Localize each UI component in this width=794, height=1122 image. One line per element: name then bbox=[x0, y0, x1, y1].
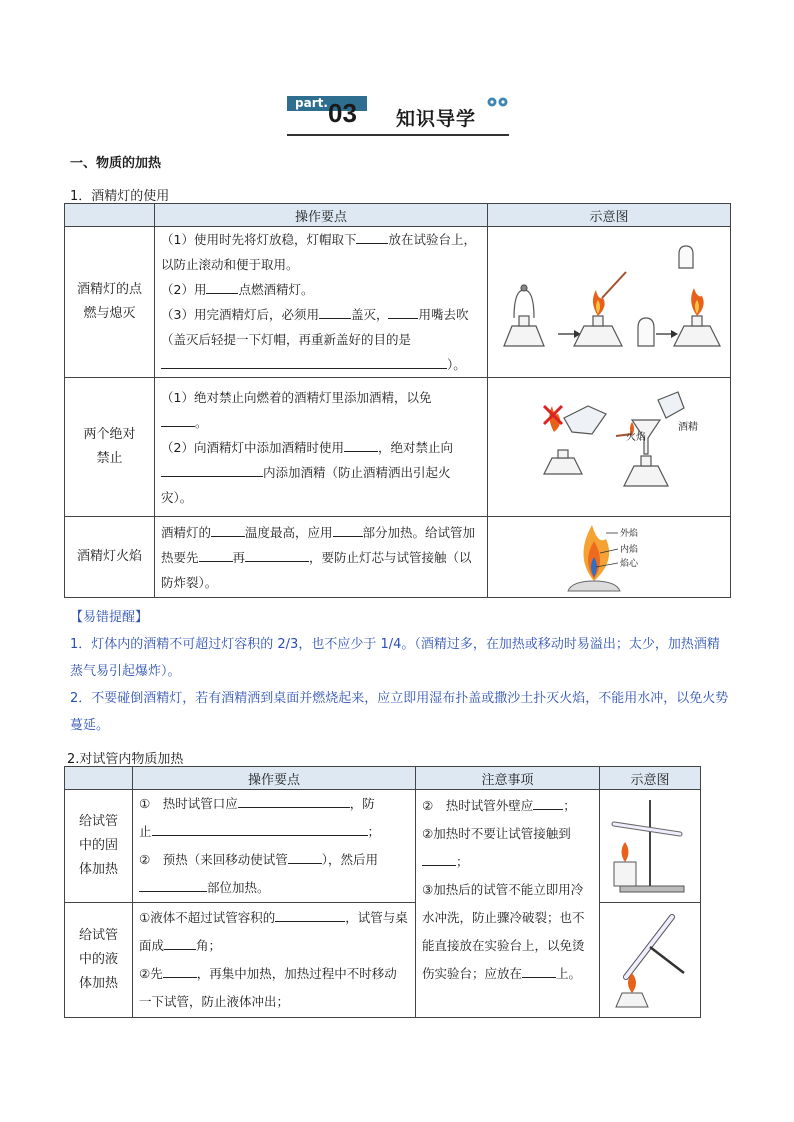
blank bbox=[533, 795, 563, 810]
text: ②先 bbox=[139, 966, 163, 981]
text: ①液体不超过试管容积的 bbox=[139, 910, 276, 925]
text: 再 bbox=[232, 549, 246, 565]
text: 温度最高，应用 bbox=[245, 524, 333, 540]
figure-solid-heating bbox=[600, 790, 701, 903]
row-label-text: 酒精灯的点燃与熄灭 bbox=[76, 282, 142, 321]
text: 。 bbox=[195, 414, 208, 430]
section-title: 一、物质的加热 bbox=[70, 156, 162, 171]
page-title: 知识导学 bbox=[396, 108, 477, 130]
text: ② 热时试管外壁应 bbox=[422, 798, 534, 813]
text: 点燃酒精灯。 bbox=[238, 282, 314, 297]
figure-light-extinguish bbox=[488, 227, 731, 378]
blank bbox=[211, 522, 245, 537]
cell-liquid-operation bbox=[133, 903, 416, 1018]
text: ； bbox=[563, 798, 576, 813]
text: 角； bbox=[196, 938, 222, 953]
text: ③加热后的试管不能立即用冷水冲洗，防止骤冷破裂；也不能直接放在实验台上，以免烫伤实验台；应放在 bbox=[422, 882, 585, 981]
row-label-prohibitions bbox=[65, 378, 155, 517]
alcohol-lamp-sequence-icon bbox=[488, 228, 731, 373]
text: 内添加酒精（防止酒精洒出引起火灾）。 bbox=[161, 464, 451, 505]
text: 盖灭， bbox=[350, 307, 389, 322]
row-label-text: 两个绝对禁止 bbox=[83, 427, 136, 466]
alcohol-lamp-table bbox=[64, 203, 731, 598]
blank bbox=[161, 354, 447, 369]
blank bbox=[152, 821, 368, 836]
part-badge bbox=[287, 96, 367, 130]
blank bbox=[344, 437, 378, 452]
blank bbox=[199, 547, 233, 562]
text: ，试管与桌面成 bbox=[139, 910, 408, 953]
blank bbox=[288, 849, 322, 864]
text: ），然后用 bbox=[321, 852, 378, 867]
text: （1）绝对禁止向燃着的酒精灯里添加酒精，以免 bbox=[161, 389, 432, 405]
liquid-heating-icon bbox=[600, 903, 701, 1013]
text: 部分加热。给试管加热要先 bbox=[161, 524, 476, 565]
decor-dots-icon bbox=[486, 96, 510, 108]
blank bbox=[163, 963, 197, 978]
text: ，绝对禁止向 bbox=[377, 439, 453, 455]
label-flame-core: 焰心 bbox=[620, 559, 639, 569]
blank bbox=[245, 547, 309, 562]
tips-heading: 【易错提醒】 bbox=[70, 610, 149, 625]
cell-notes bbox=[416, 790, 600, 1018]
cell-light-extinguish bbox=[155, 227, 488, 378]
text: 酒精灯的 bbox=[161, 524, 212, 540]
test-tube-stand-icon bbox=[600, 790, 701, 898]
header-rule bbox=[287, 134, 509, 136]
blank bbox=[161, 462, 263, 477]
cell-prohibitions bbox=[155, 378, 488, 517]
blank bbox=[422, 851, 456, 866]
row-label-text: 酒精灯火焰 bbox=[76, 549, 142, 564]
table2-caption: 2.对试管内物质加热 bbox=[67, 752, 184, 767]
text: 用嘴去吹（盖灭后轻提一下灯帽，再重新盖好的目的是 bbox=[161, 307, 469, 347]
blank bbox=[388, 304, 418, 319]
text: （2）向酒精灯中添加酒精时使用 bbox=[161, 439, 344, 455]
text: ，防 bbox=[349, 796, 375, 811]
table2-header-operation: 操作要点 bbox=[133, 767, 416, 790]
cell-solid-operation bbox=[133, 790, 416, 903]
badge-number: 03 bbox=[328, 98, 357, 128]
text: 部位加热。 bbox=[207, 880, 270, 895]
row-label-solid bbox=[65, 790, 133, 903]
text: ② 预热（来回移动使试管 bbox=[139, 852, 288, 867]
text: ，要防止灯芯与试管接触（以防炸裂）。 bbox=[161, 549, 472, 590]
text: ； bbox=[456, 854, 469, 869]
text: （1）使用时先将灯放稳，灯帽取下 bbox=[161, 232, 357, 247]
label-flame: 火焰 bbox=[626, 432, 646, 443]
figure-prohibitions bbox=[488, 378, 731, 517]
row-label-liquid bbox=[65, 903, 133, 1018]
blank bbox=[206, 279, 238, 294]
blank bbox=[319, 304, 351, 319]
label-inner-flame: 内焰 bbox=[620, 545, 639, 555]
row-label-light-extinguish bbox=[65, 227, 155, 378]
text: 放在试验台上，以防止滚动和便于取用。 bbox=[161, 232, 476, 272]
text: ）。 bbox=[447, 357, 466, 372]
text: ，再集中加热，加热过程中不时移动一下试管，防止液体冲出； bbox=[139, 966, 397, 1009]
figure-flame bbox=[488, 517, 731, 598]
row-label-text: 给试管中的固体加热 bbox=[78, 814, 118, 877]
table2-header-notes: 注意事项 bbox=[416, 767, 600, 790]
blank bbox=[333, 522, 363, 537]
badge-part-label: part. bbox=[287, 96, 367, 111]
text: ； bbox=[367, 824, 381, 839]
text: 止 bbox=[139, 824, 152, 839]
figure-liquid-heating bbox=[600, 903, 701, 1018]
blank bbox=[275, 907, 345, 922]
test-tube-heating-table bbox=[64, 766, 701, 1018]
label-alcohol: 酒精 bbox=[678, 422, 698, 433]
table1-caption: 1．酒精灯的使用 bbox=[70, 189, 170, 204]
tip-item-2: 2．不要碰倒酒精灯，若有酒精洒到桌面并燃烧起来，应立即用湿布扑盖或撒沙土扑灭火焰，不能用水冲，以免火势蔓延。 bbox=[70, 691, 729, 733]
text: ① 热时试管口应 bbox=[139, 796, 238, 811]
text: （3）用完酒精灯后，必须用 bbox=[161, 307, 319, 322]
text: ②加热时不要让试管接触到 bbox=[422, 826, 571, 841]
tip-item-1: 1．灯体内的酒精不可超过灯容积的 2/3，也不应少于 1/4。（酒精过多，在加热或移动时易溢出；太少，加热酒精蒸气易引起爆炸）。 bbox=[70, 637, 720, 679]
blank bbox=[139, 877, 207, 892]
text: 上。 bbox=[556, 966, 582, 981]
table1-header-empty bbox=[65, 204, 155, 227]
table1-header-operation: 操作要点 bbox=[155, 204, 488, 227]
text: （2）用 bbox=[161, 282, 207, 297]
blank bbox=[164, 935, 196, 950]
blank bbox=[161, 412, 195, 427]
row-label-flame bbox=[65, 517, 155, 598]
blank bbox=[522, 963, 556, 978]
cell-flame bbox=[155, 517, 488, 598]
prohibition-illustration-icon bbox=[488, 378, 731, 512]
table2-header-figure: 示意图 bbox=[600, 767, 701, 790]
blank bbox=[238, 793, 350, 808]
blank bbox=[356, 229, 388, 244]
row-label-text: 给试管中的液体加热 bbox=[78, 928, 118, 991]
table2-header-empty bbox=[65, 767, 133, 790]
table1-header-figure: 示意图 bbox=[488, 204, 731, 227]
label-outer-flame: 外焰 bbox=[620, 529, 639, 539]
flame-icon bbox=[488, 517, 731, 593]
